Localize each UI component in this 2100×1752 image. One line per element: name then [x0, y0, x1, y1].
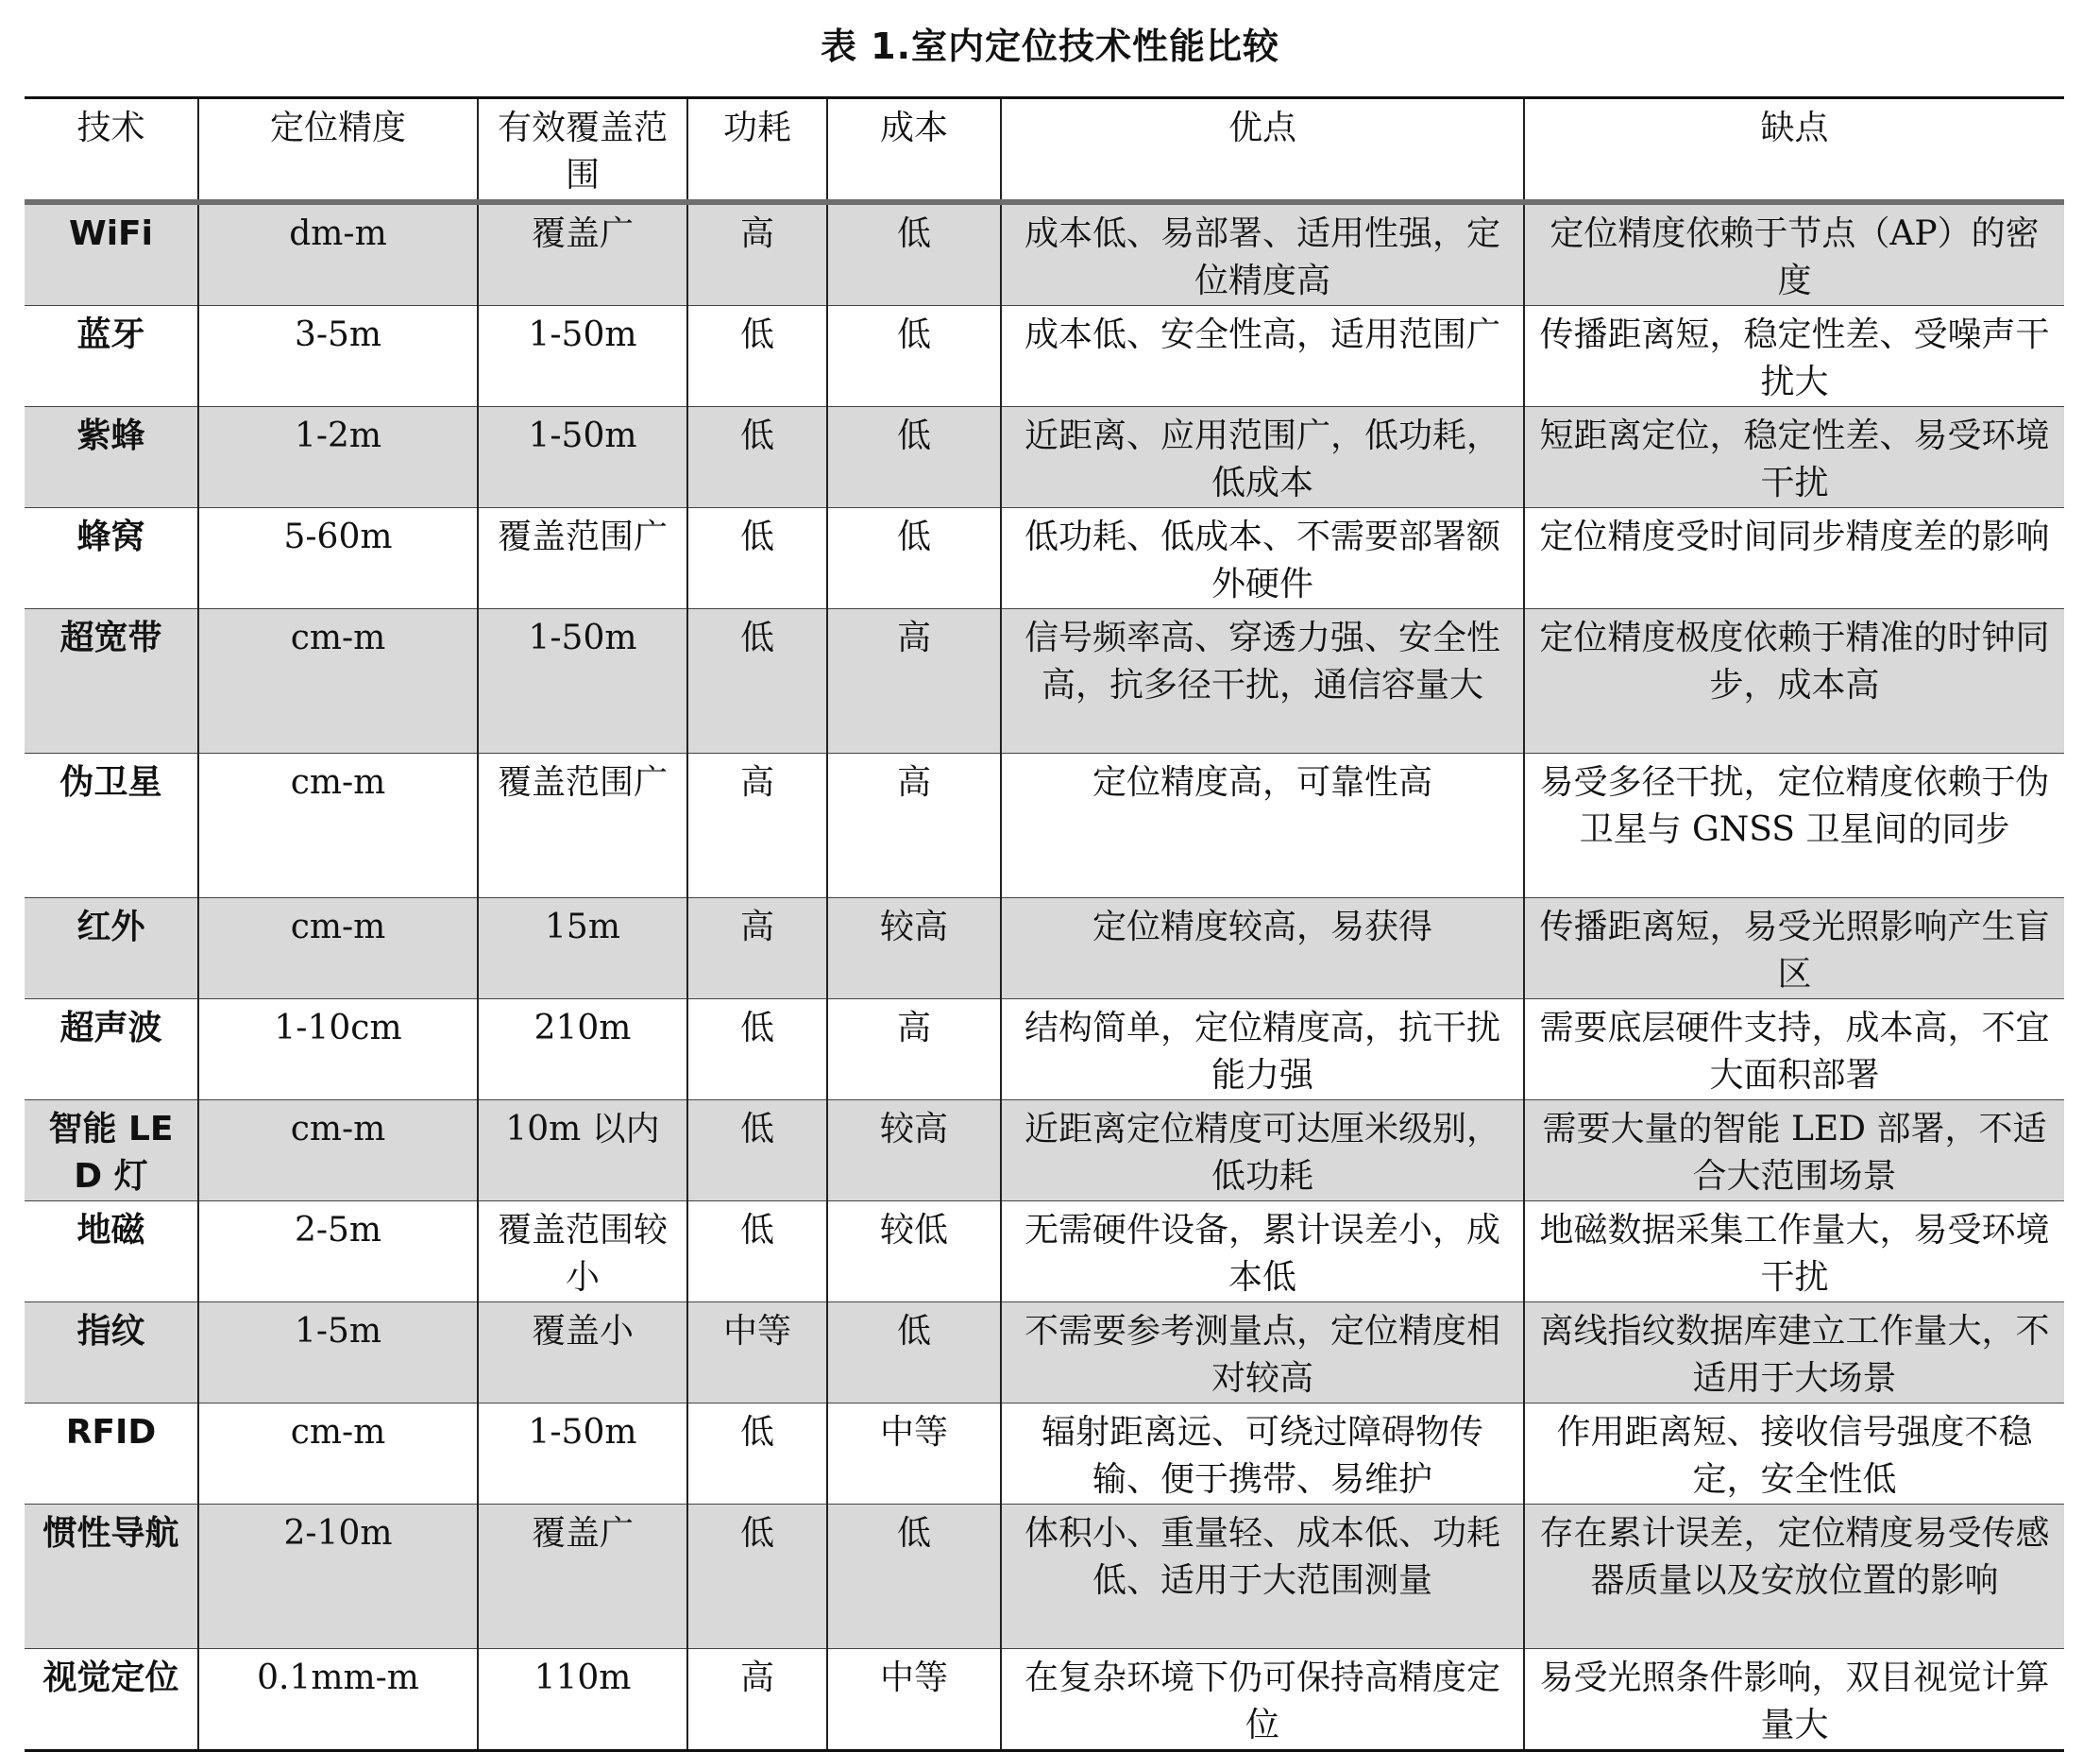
cell-cost: 低 — [827, 508, 1001, 609]
cell-accuracy: 5-60m — [198, 508, 478, 609]
cell-disadvantages: 定位精度受时间同步精度差的影响 — [1524, 508, 2064, 609]
header-power: 功耗 — [687, 98, 827, 203]
cell-advantages: 成本低、安全性高，适用范围广 — [1001, 306, 1524, 407]
cell-disadvantages: 存在累计误差，定位精度易受传感器质量以及安放位置的影响 — [1524, 1505, 2064, 1649]
cell-coverage: 15m — [478, 898, 687, 999]
cell-cost: 较高 — [827, 1100, 1001, 1201]
cell-coverage: 10m 以内 — [478, 1100, 687, 1201]
cell-advantages: 成本低、易部署、适用性强，定位精度高 — [1001, 202, 1524, 306]
table-row — [25, 1100, 2064, 1201]
cell-advantages: 体积小、重量轻、成本低、功耗低、适用于大范围测量 — [1001, 1505, 1524, 1649]
cell-disadvantages: 定位精度极度依赖于精准的时钟同步，成本高 — [1524, 609, 2064, 754]
cell-advantages: 在复杂环境下仍可保持高精度定位 — [1001, 1649, 1524, 1751]
cell-cost: 低 — [827, 407, 1001, 508]
cell-power: 低 — [687, 609, 827, 754]
cell-disadvantages: 离线指纹数据库建立工作量大，不适用于大场景 — [1524, 1302, 2064, 1403]
cell-cost: 高 — [827, 754, 1001, 898]
table-row — [25, 202, 2064, 306]
cell-coverage: 覆盖范围广 — [478, 754, 687, 898]
cell-advantages: 结构简单，定位精度高，抗干扰能力强 — [1001, 999, 1524, 1100]
table-row — [25, 898, 2064, 999]
cell-disadvantages: 地磁数据采集工作量大，易受环境干扰 — [1524, 1201, 2064, 1302]
cell-advantages: 近距离、应用范围广，低功耗，低成本 — [1001, 407, 1524, 508]
cell-tech: RFID — [25, 1403, 198, 1505]
cell-advantages: 定位精度高，可靠性高 — [1001, 754, 1524, 898]
cell-power: 低 — [687, 999, 827, 1100]
cell-coverage: 覆盖小 — [478, 1302, 687, 1403]
cell-disadvantages: 需要大量的智能 LED 部署，不适合大范围场景 — [1524, 1100, 2064, 1201]
cell-tech: 超声波 — [25, 999, 198, 1100]
cell-advantages: 信号频率高、穿透力强、安全性高，抗多径干扰，通信容量大 — [1001, 609, 1524, 754]
cell-disadvantages: 作用距离短、接收信号强度不稳定，安全性低 — [1524, 1403, 2064, 1505]
cell-cost: 中等 — [827, 1403, 1001, 1505]
table-row — [25, 999, 2064, 1100]
cell-accuracy: 1-5m — [198, 1302, 478, 1403]
cell-tech: 惯性导航 — [25, 1505, 198, 1649]
header-row — [25, 98, 2064, 203]
cell-cost: 低 — [827, 1302, 1001, 1403]
cell-tech: 蓝牙 — [25, 306, 198, 407]
cell-tech: 地磁 — [25, 1201, 198, 1302]
cell-accuracy: cm-m — [198, 1403, 478, 1505]
cell-tech: 红外 — [25, 898, 198, 999]
table-row — [25, 1505, 2064, 1649]
cell-coverage: 覆盖广 — [478, 1505, 687, 1649]
cell-disadvantages: 定位精度依赖于节点（AP）的密度 — [1524, 202, 2064, 306]
cell-accuracy: cm-m — [198, 1100, 478, 1201]
cell-power: 低 — [687, 1403, 827, 1505]
cell-cost: 低 — [827, 202, 1001, 306]
cell-tech: 蜂窝 — [25, 508, 198, 609]
cell-power: 高 — [687, 202, 827, 306]
cell-accuracy: dm-m — [198, 202, 478, 306]
cell-coverage: 覆盖范围广 — [478, 508, 687, 609]
table-row — [25, 1302, 2064, 1403]
cell-tech: 指纹 — [25, 1302, 198, 1403]
cell-power: 高 — [687, 1649, 827, 1751]
cell-power: 低 — [687, 1505, 827, 1649]
cell-cost: 高 — [827, 999, 1001, 1100]
cell-advantages: 定位精度较高，易获得 — [1001, 898, 1524, 999]
cell-tech: 视觉定位 — [25, 1649, 198, 1751]
cell-advantages: 不需要参考测量点，定位精度相对较高 — [1001, 1302, 1524, 1403]
table-row — [25, 306, 2064, 407]
cell-advantages: 无需硬件设备，累计误差小，成本低 — [1001, 1201, 1524, 1302]
table-row — [25, 407, 2064, 508]
performance-table — [25, 96, 2064, 1752]
cell-accuracy: 1-10cm — [198, 999, 478, 1100]
cell-advantages: 低功耗、低成本、不需要部署额外硬件 — [1001, 508, 1524, 609]
cell-disadvantages: 传播距离短，稳定性差、受噪声干扰大 — [1524, 306, 2064, 407]
table-row — [25, 1201, 2064, 1302]
cell-coverage: 覆盖广 — [478, 202, 687, 306]
cell-accuracy: 1-2m — [198, 407, 478, 508]
cell-tech: 超宽带 — [25, 609, 198, 754]
cell-cost: 高 — [827, 609, 1001, 754]
cell-power: 低 — [687, 306, 827, 407]
cell-coverage: 210m — [478, 999, 687, 1100]
cell-cost: 较低 — [827, 1201, 1001, 1302]
cell-advantages: 近距离定位精度可达厘米级别，低功耗 — [1001, 1100, 1524, 1201]
cell-disadvantages: 需要底层硬件支持，成本高，不宜大面积部署 — [1524, 999, 2064, 1100]
cell-coverage: 1-50m — [478, 306, 687, 407]
header-accuracy: 定位精度 — [198, 98, 478, 203]
cell-accuracy: 2-10m — [198, 1505, 478, 1649]
cell-accuracy: cm-m — [198, 609, 478, 754]
header-tech: 技术 — [25, 98, 198, 203]
cell-disadvantages: 易受光照条件影响，双目视觉计算量大 — [1524, 1649, 2064, 1751]
cell-accuracy: cm-m — [198, 898, 478, 999]
cell-power: 低 — [687, 508, 827, 609]
cell-disadvantages: 易受多径干扰，定位精度依赖于伪卫星与 GNSS 卫星间的同步 — [1524, 754, 2064, 898]
cell-coverage: 1-50m — [478, 609, 687, 754]
cell-power: 高 — [687, 898, 827, 999]
cell-tech: WiFi — [25, 202, 198, 306]
header-advantages: 优点 — [1001, 98, 1524, 203]
cell-power: 低 — [687, 407, 827, 508]
cell-advantages: 辐射距离远、可绕过障碍物传输、便于携带、易维护 — [1001, 1403, 1524, 1505]
cell-power: 中等 — [687, 1302, 827, 1403]
table-row — [25, 754, 2064, 898]
table-caption: 表 1.室内定位技术性能比较 — [820, 26, 1280, 67]
table-row — [25, 1403, 2064, 1505]
cell-accuracy: cm-m — [198, 754, 478, 898]
cell-cost: 低 — [827, 1505, 1001, 1649]
cell-accuracy: 2-5m — [198, 1201, 478, 1302]
cell-coverage: 1-50m — [478, 407, 687, 508]
cell-tech: 智能 LED 灯 — [25, 1100, 198, 1201]
header-disadvantages: 缺点 — [1524, 98, 2064, 203]
cell-cost: 低 — [827, 306, 1001, 407]
cell-accuracy: 0.1mm-m — [198, 1649, 478, 1751]
table-row — [25, 508, 2064, 609]
cell-power: 低 — [687, 1100, 827, 1201]
header-coverage: 有效覆盖范围 — [478, 98, 687, 203]
table-row — [25, 609, 2064, 754]
cell-coverage: 1-50m — [478, 1403, 687, 1505]
cell-coverage: 110m — [478, 1649, 687, 1751]
cell-power: 高 — [687, 754, 827, 898]
cell-power: 低 — [687, 1201, 827, 1302]
cell-coverage: 覆盖范围较小 — [478, 1201, 687, 1302]
cell-disadvantages: 传播距离短，易受光照影响产生盲区 — [1524, 898, 2064, 999]
cell-tech: 伪卫星 — [25, 754, 198, 898]
header-cost: 成本 — [827, 98, 1001, 203]
table-row — [25, 1649, 2064, 1751]
cell-cost: 中等 — [827, 1649, 1001, 1751]
cell-disadvantages: 短距离定位，稳定性差、易受环境干扰 — [1524, 407, 2064, 508]
cell-tech: 紫蜂 — [25, 407, 198, 508]
cell-cost: 较高 — [827, 898, 1001, 999]
cell-accuracy: 3-5m — [198, 306, 478, 407]
